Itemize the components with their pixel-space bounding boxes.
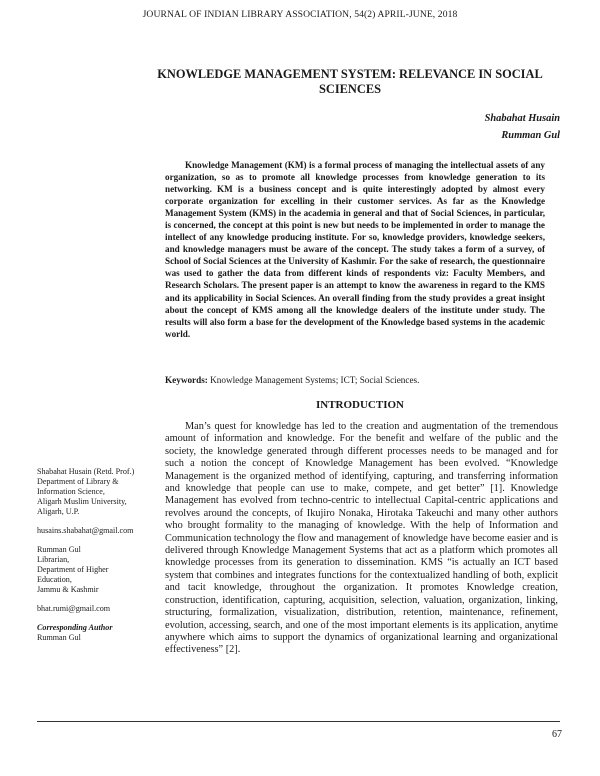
affiliation-author2-dept2: Education, [37,575,72,584]
affiliation-author1-name: Shabahat Husain (Retd. Prof.) [37,467,135,476]
article-title: KNOWLEDGE MANAGEMENT SYSTEM: RELEVANCE IN SOCIAL SCIENCES [157,67,543,96]
affiliation-author2-name: Rumman Gul [37,545,81,554]
section-heading-introduction: INTRODUCTION [315,399,404,411]
affiliation-author2-dept: Department of Higher [37,565,109,574]
author-name-1: Shabahat Husain [484,113,560,124]
affiliation-author2-role: Librarian, [37,555,70,564]
affiliation-author1-city: Aligarh, U.P. [37,507,80,516]
page-number: 67 [552,729,562,740]
affiliation-author1-dept2: Information Science, [37,487,105,496]
affiliation-author2-place: Jammu & Kashmir [37,585,99,594]
keywords-list: Knowledge Management Systems; ICT; Social Sciences. [210,375,420,385]
keywords-line [165,375,555,385]
corresponding-author-label: Corresponding Author [37,623,113,632]
affiliation-author1-dept: Department of Library & [37,477,119,486]
journal-running-header: JOURNAL OF INDIAN LIBRARY ASSOCIATION, 54(2) APRIL-JUNE, 2018 [142,9,458,20]
affiliation-author1-university: Aligarh Muslim University, [37,497,127,506]
affiliation-author2-email: bhat.rumi@gmail.com [37,604,111,613]
introduction-paragraph: Man’s quest for knowledge has led to the creation and augmentation of the tremendous amount of information and knowledge. For the benefit and welfare of the public and the society, the knowledge generated through different processes needs to be managed and for such a notion the concept of Knowledge Management has been evolved. “Knowledge Management is the organized method of identifying, capturing, and transferring information and knowledge that people can use to make, compete, and get better” [1]. Knowledge Management has evolved from techno-centric to intellectual Capital-centric applications and revolves around the concepts, of Ikujiro Nonaka, Hirotaka Takeuchi and many other authors who brought formality to the managing of knowledge. With the help of Information and Communication technology the flow and management of knowledge have become easier and is delivered through Knowledge Management Systems that act as a platform which promotes all knowledge processes from its generation to dissemination. KMS “is actually an ICT based system that combines and integrates functions for the contextualized handling of both, explicit and tacit knowledge, throughout the organization. It promotes Knowledge creation, construction, identification, capturing, acquisition, selection, valuation, organization, linking, structuring, formalization, visualization, distribution, retention, maintenance, refinement, evolution, accessing, search, and one of the most important elements is its application, anytime anywhere which aims to support the dynamics of organizational learning and organizational effectiveness” [2]. [165,421,558,656]
abstract-paragraph: Knowledge Management (KM) is a formal process of managing the intellectual assets of any organization, so as to promote all knowledge processes from knowledge generation to its networking. KM is a business concept and is quite interestingly adopted by almost every corporate organization for excelling in their customer services. As far as the Knowledge Management System (KMS) in the academia in general and that of Social Sciences, in particular, is concerned, the concept at this point is new but needs to be implemented in order to manage the intellect of any knowledge producing institute. For so, knowledge providers, knowledge seekers, and knowledge managers must be aware of the concept. The study takes a form of a survey, of School of Social Sciences at the University of Kashmir. For the sake of research, the questionnaire was used to gather the data from different kinds of respondents viz: Faculty Members, and Research Scholars. The present paper is an attempt to know the awareness in regard to the KMS and its applicability in Social Sciences. An overall finding from the study provides a great insight about the concept of KMS among all the knowledge dealers of the institute under study. The results will also form a base for the development of the Knowledge based systems in the academic world. [165,160,545,339]
corresponding-author-name: Rumman Gul [37,633,81,642]
footer-divider [37,721,560,722]
author-name-2: Rumman Gul [501,130,560,141]
affiliation-author1-email: husains.shabahat@gmail.com [37,526,134,535]
author-affiliations [37,467,162,643]
keywords-label: Keywords: [165,375,208,385]
